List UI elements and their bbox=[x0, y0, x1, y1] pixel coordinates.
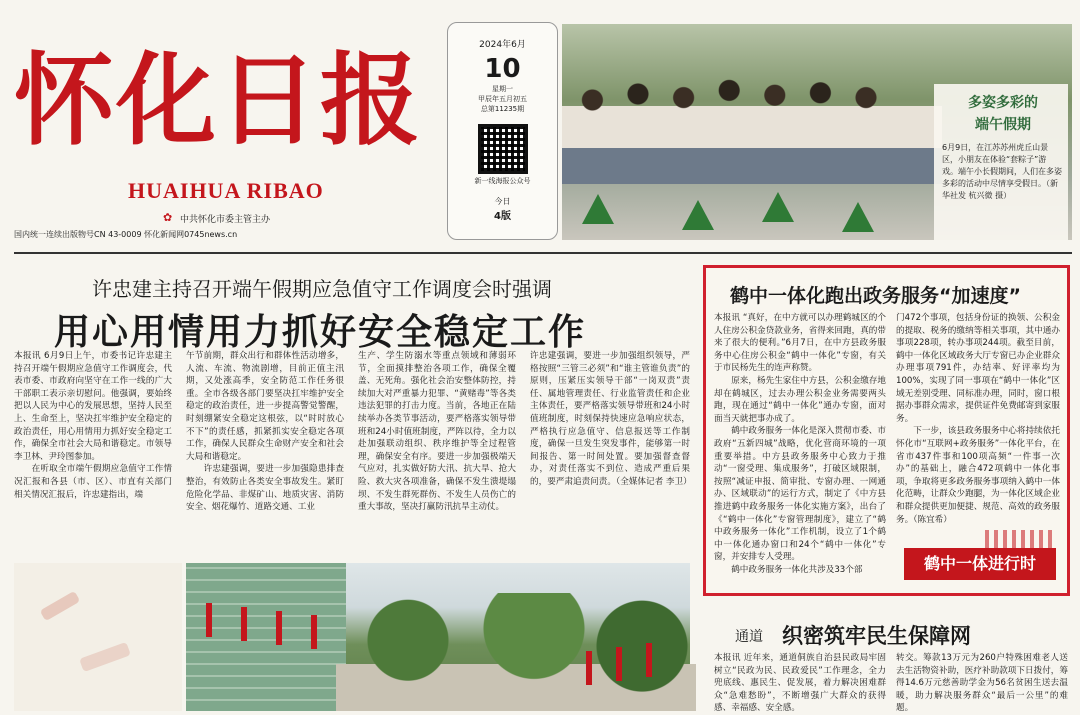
street-photo bbox=[186, 563, 690, 711]
today-label: 今日 bbox=[494, 197, 511, 206]
city-skyline-icon bbox=[985, 530, 1055, 548]
party-logo-icon: ✿ bbox=[163, 211, 173, 224]
building-image bbox=[186, 563, 346, 711]
series-banner: 鹤中一体进行时 bbox=[904, 548, 1056, 580]
flag-icon bbox=[616, 647, 622, 681]
flag-icon bbox=[311, 615, 317, 649]
lead-kicker[interactable]: 许忠建主持召开端午假期应急值守工作调度会时强调 bbox=[92, 277, 552, 301]
bottom-right-column-2: 转交。筹款13万元为260户特殊困难老人送去生活物资补助，医疗补助款项下日拨付，筹得14.6万元慈善助学金为56名贫困生送去温暖，助力解决服务群众“最后一公里”的难题。 bbox=[896, 653, 1068, 714]
decorative-panel bbox=[14, 563, 182, 711]
lead-column-1: 本报讯 6月9日上午，市委书记许忠建主持召开端午假期应急值守工作调度会，代表市委、市政府向坚守在工作一线的广大干部职工表示亲切慰问。他强调，要始终把以人民为中心的发展思想，坚持人民至上、生命至上，坚决扛牢维护安全稳定的政治责任，用心用情用力抓好安全稳定工作，确保全市社会大局和谐稳定。市领导李卫林、尹玲图参加。 在听取全市端午假期应急值守工作情况汇报和各县（市、区）、市直有关部门相关情况汇报后，许忠建指出，端 bbox=[14, 351, 172, 500]
divider bbox=[14, 252, 1072, 254]
right-story-column-1: 本报讯 “真好，在中方就可以办理鹤城区的个人住房公积金贷款业务，省得来回跑，真的带来了很大的便利。”6月7日，在中方县政务服务中心住房公积金“鹤中一体化”专窗，有关于市民杨先生的连声称赞。 原来，杨先生家住中方县，公积金缴存地却在鹤城区，过去办理公积金业务需要两头跑，现在通过“鹤中一体化”通办专窗，面对面当天就把事办成了。 鹤中政务服务一体化是深入贯彻市委、市政府“五新四城”战略，优化营商环境的一项重要举措。中方县政务服务中心致力于推动“一窗受理、集成服务”，打破区域限制，按照“减证申报、简审批、专窗办理、一网通办、区域联动”的运行方式，制定了《中方县推进鹤中政务服务一体化实施方案》，出台了《“鹤中一体化”专窗管理制度》，建立了“鹤中政务服务一体化”工作机制，设立了1个鹤中一体化通办窗口和24个“鹤中一体化”专窗，并安排专人受理。 鹤中政务服务一体化共涉及33个部 bbox=[714, 313, 886, 575]
date-day: 10 bbox=[484, 54, 521, 84]
bottom-right-kicker: 通道 bbox=[735, 629, 763, 645]
right-story-column-2: 门472个事项，包括身份证的换领、公积金的提取、税务的缴纳等相关事项，其中通办事项228项，转办事项244项。截至目前，鹤中一体化区域政务大厅专窗已办企业群众办理事项791件，办结率、好评率均为100%，实现了同一事项在“鹤中一体化”区域无差别受理、同标准办理，同时，窗口根据办事群众需求，提供证件免费邮寄到家服务。 下一步，该县政务服务中心将持续依托怀化市“互联网+政务服务”一体化平台，在省市437件事和100项高频“一件事一次办”的基础上，融合472项鹤中一体化事项，争取将更多政务服务事项纳入鹤中一体化范畴，让群众少跑腿，为一体化区域企业和群众提供更加便捷、规范、高效的政务服务。（陈宜希） bbox=[896, 313, 1060, 525]
publisher-line: 中共怀化市委主管主办 bbox=[180, 215, 271, 225]
qr-code-icon[interactable] bbox=[478, 124, 528, 174]
photo-title bbox=[940, 92, 1066, 136]
cn-number: 国内统一连续出版物号CN 43-0009 怀化新闻网0745news.cn bbox=[14, 230, 238, 239]
zongzi-icon bbox=[762, 192, 794, 222]
flag-icon bbox=[646, 643, 652, 677]
date-lunar: 甲辰年五月初五 bbox=[478, 95, 527, 103]
zongzi-icon bbox=[842, 202, 874, 232]
photo-caption: 6月9日，在江苏苏州虎丘山景区，小朋友在体验“套粽子”游戏。端午小长假期间，人们在多姿多彩的活动中尽情享受假日。（新华社发 杭兴微 摄） bbox=[942, 143, 1062, 200]
qr-caption: 新一线海报公众号 bbox=[474, 177, 531, 185]
photo-title-line1: 多姿多彩的 bbox=[968, 95, 1038, 111]
bottom-right-column-1: 本报讯 近年来，通道侗族自治县民政局牢固树立“民政为民、民政爱民”工作理念，全力兜底线、惠民生、促发展，着力解决困难群众“急难愁盼”，不断增强广大群众的获得感、幸福感、安全感。 bbox=[714, 653, 886, 714]
lead-column-4: 许忠建强调，要进一步加强组织领导，严格按照“三管三必须”和“谁主管谁负责”的原则，压紧压实领导干部“一岗双责”责任、属地管理责任、行业监管责任和企业主体责任，要严格落实领导带班和24小时值班制度，时刻保持快速应急响应状态，严格执行应急值守、信息报送等工作制度，确保一旦发生突发事件，能够第一时间报告、第一时间处置。要加强督查督办，对责任落实不到位、造成严重后果的，要严肃追责问责。（全媒体记者 李卫） bbox=[530, 351, 692, 487]
date-weekday: 星期一 bbox=[492, 85, 513, 93]
zongzi-icon bbox=[682, 200, 714, 230]
masthead-title: 怀化日报 bbox=[14, 41, 422, 159]
zongzi-icon bbox=[582, 194, 614, 224]
issue-number: 总第11235期 bbox=[480, 105, 525, 113]
bottom-right-headline[interactable]: 织密筑牢民生保障网 bbox=[782, 624, 971, 648]
page-count: 4版 bbox=[494, 211, 511, 222]
trees-image bbox=[336, 593, 696, 711]
flag-icon bbox=[241, 607, 247, 641]
masthead-pinyin: HUAIHUA RIBAO bbox=[128, 178, 324, 203]
flag-icon bbox=[276, 611, 282, 645]
date-box bbox=[447, 22, 558, 240]
flag-icon bbox=[586, 651, 592, 685]
lead-headline[interactable]: 用心用情用力抓好安全稳定工作 bbox=[54, 312, 587, 353]
right-story-title[interactable]: 鹤中一体化跑出政务服务“加速度” bbox=[730, 285, 1021, 307]
flag-icon bbox=[206, 603, 212, 637]
date-year-month: 2024年6月 bbox=[479, 40, 526, 50]
lead-column-3: 生产、学生防溺水等重点领域和薄弱环节，全面摸排整治各项工作，确保全覆盖、无死角。强化社会治安整体防控，持续加大对严重暴力犯罪、“黄赌毒”等各类违法犯罪的打击力度。当前，各地正在陆续举办各类节事活动，要严格落实领导带班和24小时值班制度，严阵以待，全力以赴加强联动组织、秩序维护等全过程管理，确保安全有序。要进一步加强极端天气应对，扎实做好防大汛、抗大旱、抢大险、救大灾各项准备，确保不发生溃堤塌坝、不发生群死群伤、不发生人员伤亡的重大事故，坚决打赢防汛抗旱主动仗。 bbox=[358, 351, 516, 513]
photo-title-line2: 端午假期 bbox=[975, 117, 1031, 133]
dragon-boat-photo bbox=[562, 24, 1072, 240]
crowd-image bbox=[562, 64, 942, 184]
lead-column-2: 午节前期，群众出行和群体性活动增多，人流、车流、物流剧增，目前正值主汛期，又处涨高季，安全防范工作任务很重。全市各级各部门要坚决扛牢维护安全稳定的政治责任，进一步提高警觉警醒，时刻绷紧安全稳定这根弦，以“时时放心不下”的责任感，抓紧抓实安全稳定各项工作，确保人民群众生命财产安全和社会大局和谐稳定。 许忠建强调，要进一步加强隐患排查整治，有效防止各类安全事故发生。紧盯危险化学品、非煤矿山、地质灾害、消防安全、烟花爆竹、道路交通、工业 bbox=[186, 351, 344, 513]
